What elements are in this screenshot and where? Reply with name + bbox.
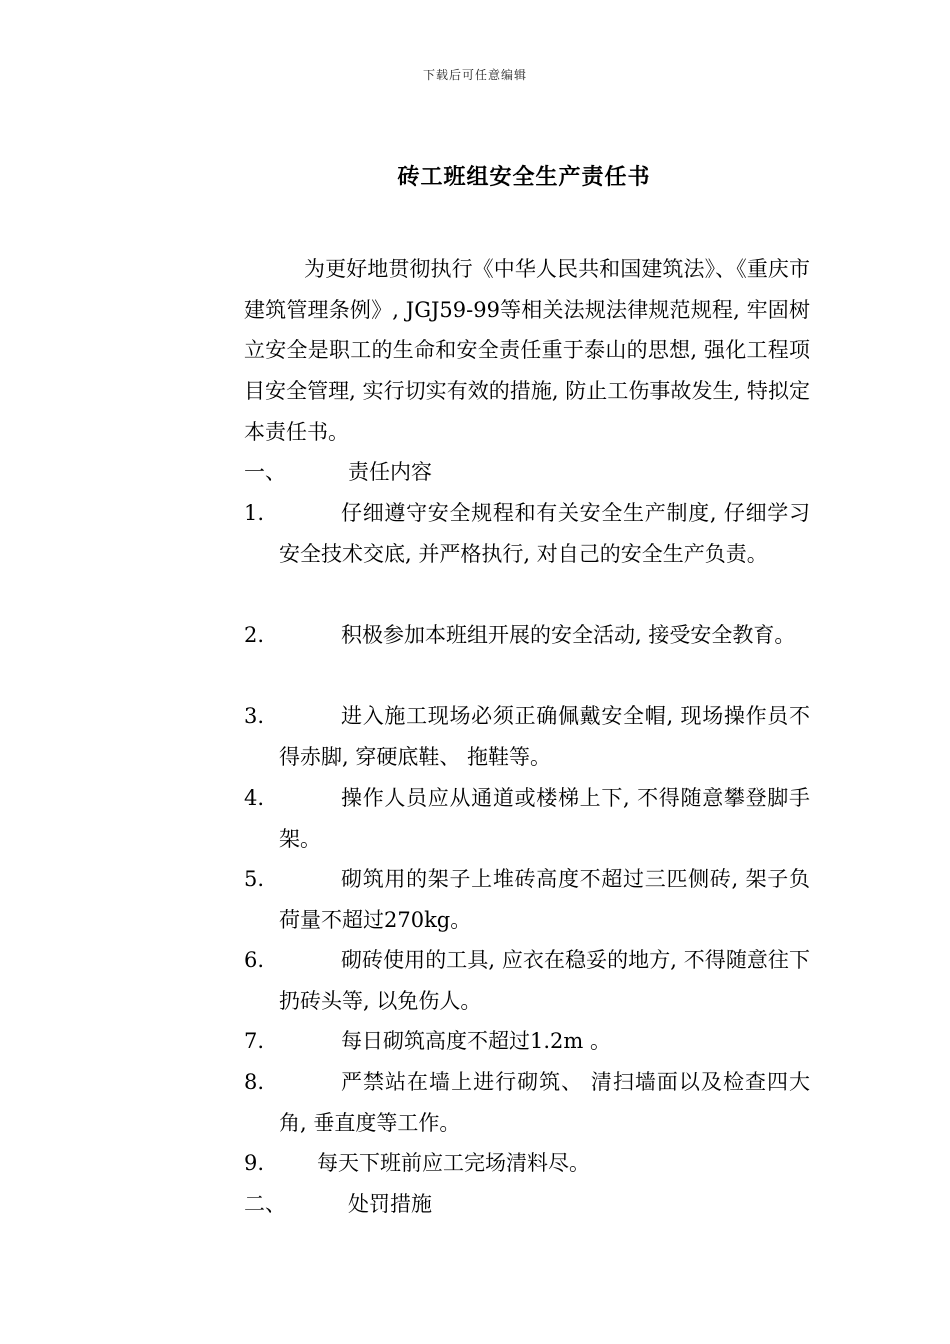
list-item: [244, 696, 810, 777]
item-text: 仔细遵守安全规程和有关安全生产制度, 仔细学习安全技术交底, 并严格执行, 对自己的安全生产负责。: [279, 501, 810, 566]
item-text: 每日砌筑高度不超过1.2m 。: [341, 1029, 611, 1053]
item-number: 3.: [244, 704, 265, 728]
list-item: [244, 1062, 810, 1143]
list-item: [244, 1021, 810, 1062]
intro-paragraph: 为更好地贯彻执行《中华人民共和国建筑法》、《重庆市建筑管理条例》, JGJ59-99等相关法规法律规范规程, 牢固树立安全是职工的生命和安全责任重于泰山的思想, 强化工程项目安全管理, 实行切实有效的措施, 防止工伤事故发生, 特拟定本责任书。: [244, 257, 810, 444]
list-item: [244, 940, 810, 1021]
section-number: 二、: [244, 1192, 286, 1216]
item-number: 1.: [244, 501, 265, 525]
item-text: 进入施工现场必须正确佩戴安全帽, 现场操作员不得赤脚, 穿硬底鞋、 拖鞋等。: [279, 704, 810, 769]
item-text: 砌砖使用的工具, 应衣在稳妥的地方, 不得随意往下扔砖头等, 以免伤人。: [279, 948, 810, 1013]
item-text: 严禁站在墙上进行砌筑、 清扫墙面以及检查四大角, 垂直度等工作。: [279, 1070, 810, 1135]
section-title: 处罚措施: [348, 1192, 432, 1216]
section-title: 责任内容: [348, 460, 432, 484]
list-item: [244, 615, 810, 656]
list-item: [244, 1143, 810, 1184]
list-item: [244, 778, 810, 859]
list-item: [244, 493, 810, 574]
item-number: 4.: [244, 786, 265, 810]
item-number: 7.: [244, 1029, 265, 1053]
item-number: 8.: [244, 1070, 265, 1094]
item-text: 每天下班前应工完场清料尽。: [317, 1151, 590, 1175]
header-note: 下载后可任意编辑: [422, 68, 527, 82]
document-title: 砖工班组安全生产责任书: [397, 164, 651, 190]
item-text: 积极参加本班组开展的安全活动, 接受安全教育。: [341, 623, 796, 647]
item-text: 操作人员应从通道或楼梯上下, 不得随意攀登脚手架。: [279, 786, 810, 851]
item-number: 9.: [244, 1151, 265, 1175]
item-text: 砌筑用的架子上堆砖高度不超过三匹侧砖, 架子负荷量不超过270kg。: [279, 867, 810, 932]
section-heading-2: [244, 1184, 432, 1225]
item-number: 6.: [244, 948, 265, 972]
item-number: 2.: [244, 623, 265, 647]
list-item: [244, 859, 810, 940]
section-heading-1: [244, 452, 432, 493]
item-number: 5.: [244, 867, 265, 891]
section-number: 一、: [244, 460, 286, 484]
